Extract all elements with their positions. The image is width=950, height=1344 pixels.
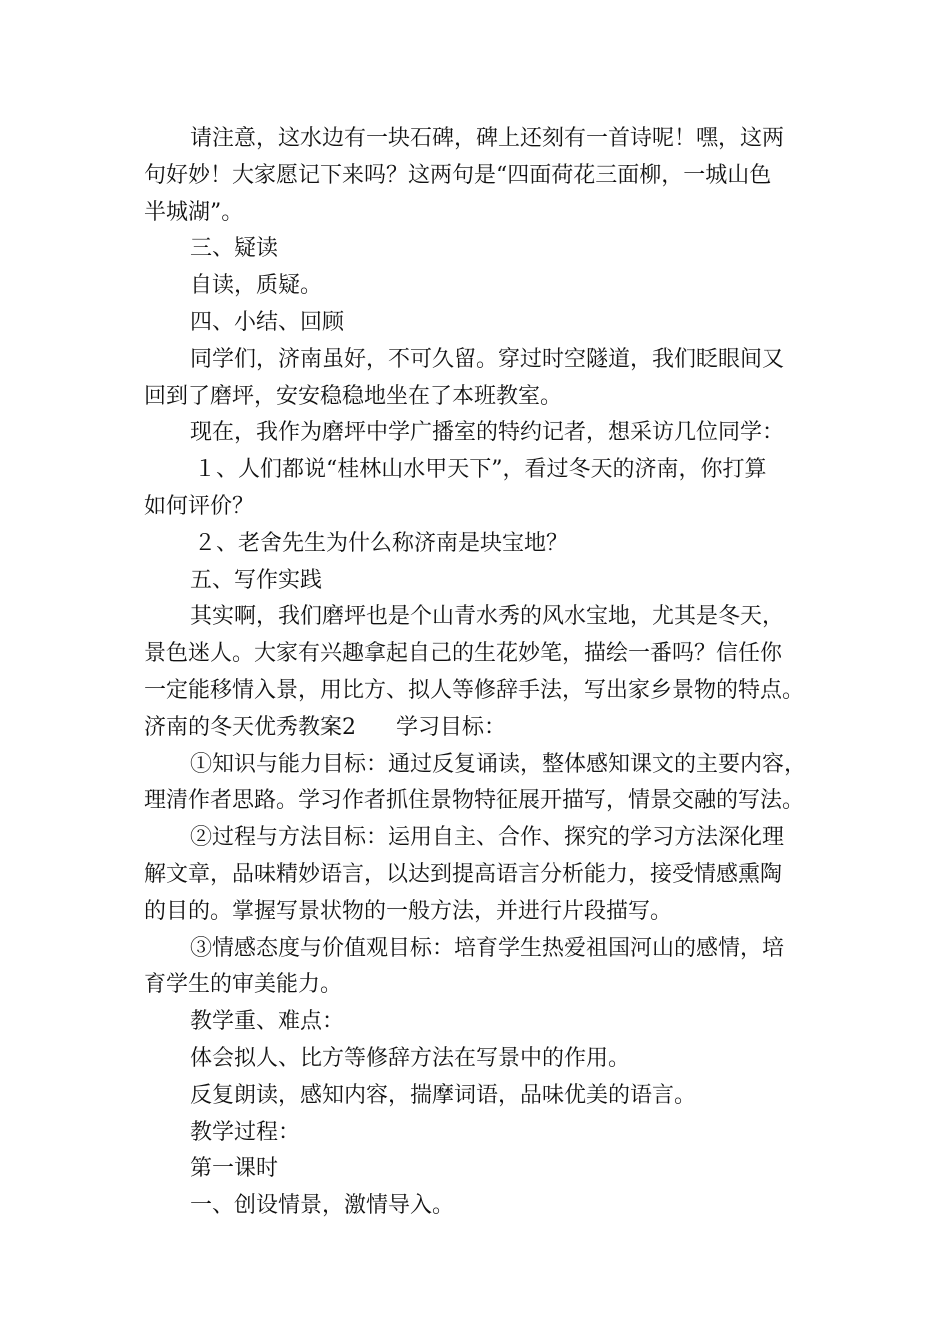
objective-line: 理清作者思路。学习作者抓住景物特征展开描写，情景交融的写法。: [144, 788, 805, 814]
section-heading: 三、疑读: [190, 236, 279, 262]
paragraph-line: 景色迷人。大家有兴趣拿起自己的生花妙笔，描绘一番吗？信任你: [144, 641, 783, 667]
question-line: 如何评价？: [144, 493, 255, 519]
paragraph-line: 自读，质疑。: [190, 273, 323, 299]
objective-line: 解文章，品味精妙语言，以达到提高语言分析能力，接受情感熏陶: [144, 861, 783, 887]
document-body: [144, 121, 824, 1225]
paragraph-line: 半城湖”。: [144, 199, 244, 225]
paragraph-line: 反复朗读，感知内容，揣摩词语，品味优美的语言。: [190, 1082, 697, 1108]
lesson-title: 济南的冬天优秀教案2: [144, 714, 356, 740]
paragraph-line: 其实啊，我们磨坪也是个山青水秀的风水宝地，尤其是冬天，: [190, 604, 785, 630]
objective-line: ①知识与能力目标：通过反复诵读，整体感知课文的主要内容，: [190, 751, 807, 777]
paragraph-line: 体会拟人、比方等修辞方法在写景中的作用。: [190, 1045, 631, 1071]
section-heading: 教学过程：: [190, 1119, 301, 1145]
section-heading: 四、小结、回顾: [190, 309, 345, 335]
paragraph-line: 同学们，济南虽好，不可久留。穿过时空隧道，我们眨眼间又: [190, 346, 785, 372]
question-line: ２、老舍先生为什么称济南是块宝地？: [194, 530, 569, 556]
question-line: １、人们都说“桂林山水甲天下”，看过冬天的济南，你打算: [194, 457, 767, 483]
lesson-title-line: [144, 710, 824, 747]
section-heading: 第一课时: [190, 1156, 279, 1182]
paragraph-line: 一定能移情入景，用比方、拟人等修辞手法，写出家乡景物的特点。: [144, 677, 805, 703]
paragraph-line: 回到了磨坪，安安稳稳地坐在了本班教室。: [144, 383, 563, 409]
section-heading: 五、写作实践: [190, 567, 323, 593]
objectives-label: 学习目标：: [396, 714, 507, 740]
objective-line: ③情感态度与价值观目标：培育学生热爱祖国河山的感情，培: [190, 935, 785, 961]
objective-line: ②过程与方法目标：运用自主、合作、探究的学习方法深化理: [190, 825, 785, 851]
objective-line: 育学生的审美能力。: [144, 972, 343, 998]
section-heading: 教学重、难点：: [190, 1009, 345, 1035]
paragraph-line: 请注意，这水边有一块石碑，碑上还刻有一首诗呢！嘿，这两: [190, 126, 785, 151]
section-heading: 一、创设情景，激情导入。: [190, 1193, 455, 1219]
paragraph-line: 句好妙！大家愿记下来吗？这两句是“四面荷花三面柳，一城山色: [144, 162, 772, 188]
objective-line: 的目的。掌握写景状物的一般方法，并进行片段描写。: [144, 898, 673, 924]
paragraph-line: 现在，我作为磨坪中学广播室的特约记者，想采访几位同学：: [190, 420, 785, 446]
